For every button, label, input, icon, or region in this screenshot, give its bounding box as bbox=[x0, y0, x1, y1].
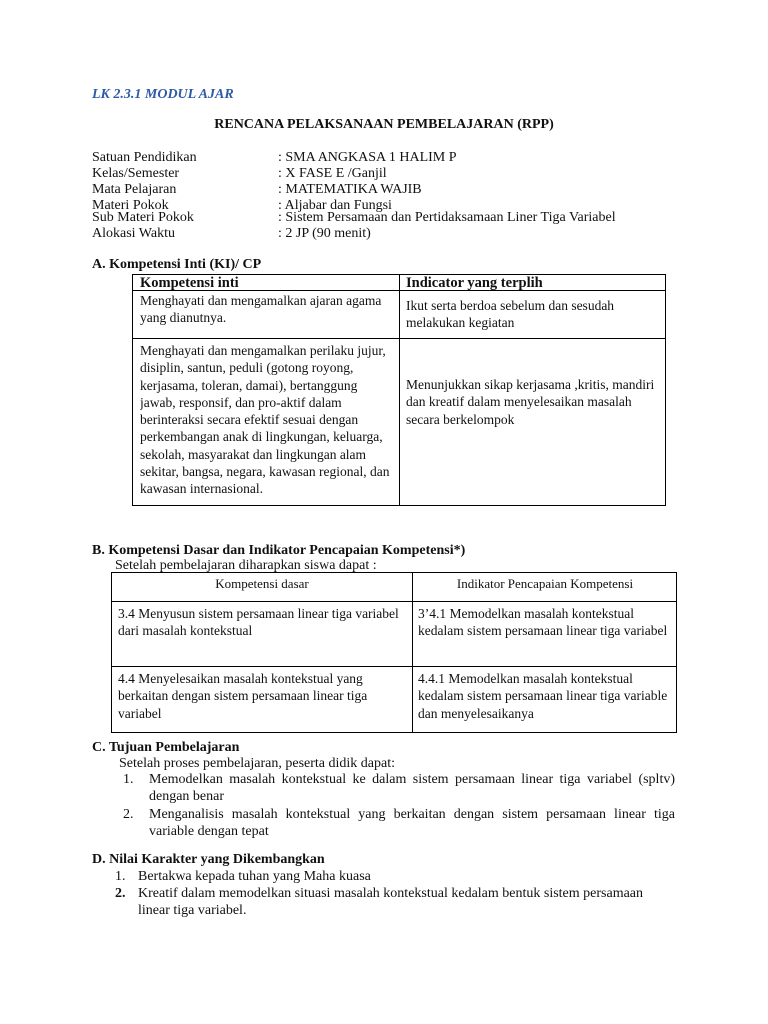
objectives-list bbox=[123, 771, 675, 840]
identity-row bbox=[92, 166, 387, 182]
ki-table-header-ki: Kompetensi inti bbox=[140, 276, 239, 290]
kd-table-cell-ipk: 3’4.1 Memodelkan masalah kontekstual kedalam sistem persamaan linear tiga variabel bbox=[418, 606, 668, 639]
identity-value: : SMA ANGKASA 1 HALIM P bbox=[278, 150, 457, 165]
kd-table-cell-kd: 3.4 Menyusun sistem persamaan linear tiga variabel dari masalah kontekstual bbox=[118, 606, 399, 639]
list-item-number: 2. bbox=[123, 807, 134, 822]
list-item bbox=[115, 868, 675, 885]
list-item-number: 1. bbox=[123, 772, 134, 787]
kd-table-cell-ipk: 4.4.1 Memodelkan masalah kontekstual kedalam sistem persamaan linear tiga variable dan menyelesaikanya bbox=[418, 671, 668, 721]
identity-row bbox=[92, 226, 371, 242]
section-b-intro: Setelah pembelajaran diharapkan siswa dapat : bbox=[115, 558, 377, 573]
identity-label: Alokasi Waktu bbox=[92, 226, 175, 241]
list-item-text: Kreatif dalam memodelkan situasi masalah kontekstual kedalam bentuk sistem persamaan linear tiga variabel. bbox=[138, 886, 644, 918]
identity-label: Materi Pokok bbox=[92, 198, 169, 213]
document-title: RENCANA PELAKSANAAN PEMBELAJARAN (RPP) bbox=[214, 117, 554, 132]
character-values-list bbox=[115, 868, 675, 919]
identity-label: Satuan Pendidikan bbox=[92, 150, 197, 165]
kd-table-header-kd: Kompetensi dasar bbox=[215, 576, 309, 591]
ki-table-header-indicator: Indicator yang terplih bbox=[406, 276, 543, 290]
identity-label: Sub Materi Pokok bbox=[92, 210, 194, 225]
identity-value: : MATEMATIKA WAJIB bbox=[278, 182, 422, 197]
module-label: LK 2.3.1 MODUL AJAR bbox=[92, 87, 234, 102]
identity-row bbox=[92, 210, 616, 226]
section-d-heading: D. Nilai Karakter yang Dikembangkan bbox=[92, 852, 325, 867]
section-a-heading: A. Kompetensi Inti (KI)/ CP bbox=[92, 257, 262, 272]
identity-value: : Aljabar dan Fungsi bbox=[278, 198, 392, 213]
ki-table-cell-indicator: Menunjukkan sikap kerjasama ,kritis, mandiri dan kreatif dalam menyelesaikan masalah secara berkelompok bbox=[406, 377, 655, 427]
kd-table-header-ipk: Indikator Pencapaian Kompetensi bbox=[456, 576, 634, 591]
ki-table bbox=[132, 274, 666, 506]
identity-label: Kelas/Semester bbox=[92, 166, 180, 181]
list-item bbox=[115, 885, 675, 919]
identity-row bbox=[92, 150, 457, 166]
list-item-text: Memodelkan masalah kontekstual ke dalam sistem persamaan linear tiga variabel (spltv) dengan benar bbox=[149, 772, 675, 804]
identity-value: : X FASE E /Ganjil bbox=[278, 166, 387, 181]
kd-table bbox=[111, 572, 677, 733]
list-item bbox=[123, 806, 675, 840]
section-c-heading: C. Tujuan Pembelajaran bbox=[92, 740, 240, 755]
list-item-text: Bertakwa kepada tuhan yang Maha kuasa bbox=[138, 869, 371, 884]
list-item bbox=[123, 771, 675, 805]
ki-table-cell-ki: Menghayati dan mengamalkan perilaku jujur, disiplin, santun, peduli (gotong royong, kerjasama, toleran, damai), bertanggung jawab, responsif, dan pro-aktif dalam berinteraksi secara efektif sesuai dengan perkembangan anak di lingkungan, keluarga, sekolah, masyarakat dan lingkungan alam sekitar, bangsa, negara, kawasan regional, dan kawasan internasional. bbox=[140, 343, 390, 497]
list-item-text: Menganalisis masalah kontekstual yang berkaitan dengan sistem persamaan linear tiga variable dengan tepat bbox=[149, 807, 675, 839]
identity-value: : Sistem Persamaan dan Pertidaksamaan Liner Tiga Variabel bbox=[278, 210, 616, 225]
ki-table-cell-ki: Menghayati dan mengamalkan ajaran agama yang dianutnya. bbox=[140, 293, 382, 326]
identity-label: Mata Pelajaran bbox=[92, 182, 177, 197]
identity-row bbox=[92, 182, 422, 198]
list-item-number: 1. bbox=[115, 869, 126, 884]
kd-table-cell-kd: 4.4 Menyelesaikan masalah kontekstual yang berkaitan dengan sistem persamaan linear tiga variabel bbox=[118, 671, 368, 721]
section-b-heading: B. Kompetensi Dasar dan Indikator Pencapaian Kompetensi*) bbox=[92, 543, 466, 558]
identity-value: : 2 JP (90 menit) bbox=[278, 226, 371, 241]
list-item-number: 2. bbox=[115, 886, 126, 901]
ki-table-cell-indicator: Ikut serta berdoa sebelum dan sesudah melakukan kegiatan bbox=[406, 298, 615, 331]
section-c-intro: Setelah proses pembelajaran, peserta didik dapat: bbox=[119, 756, 396, 771]
